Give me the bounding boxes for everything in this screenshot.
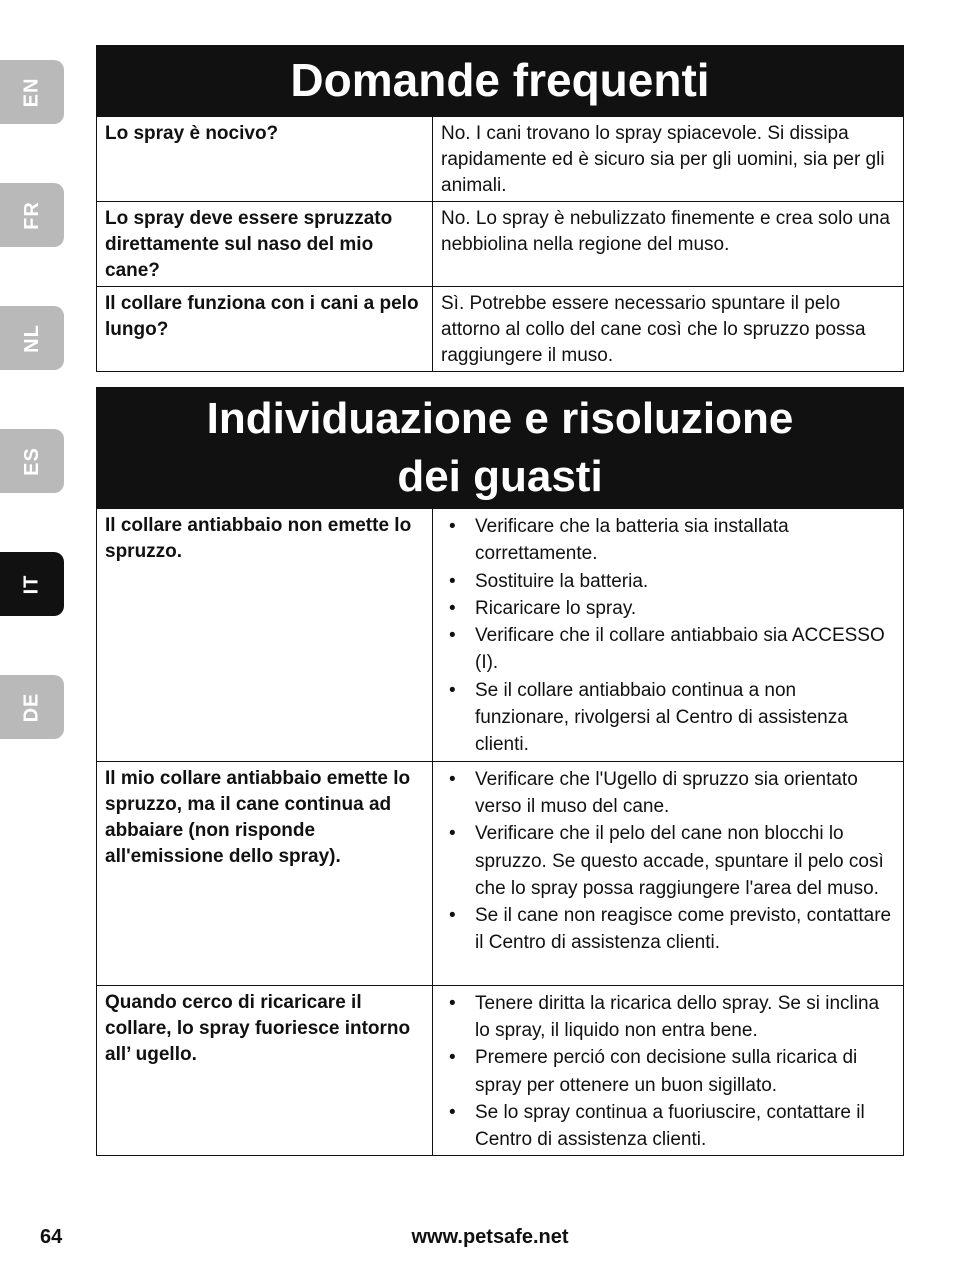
troubleshooting-row [97,761,904,985]
solution-cell [433,761,904,985]
lang-tab-fr[interactable] [0,183,64,247]
solution-item: • Tenere diritta la ricarica dello spray. Se si inclina lo spray, il liquido non entra bene. [475,990,895,1045]
faq-table [96,116,904,372]
solution-list [441,766,895,957]
solution-item: • Se il collare antiabbaio continua a non funzionare, rivolgersi al Centro di assistenza clienti. [475,677,895,759]
solution-item: • Sostituire la batteria. [475,568,895,595]
faq-row [97,202,904,287]
solution-cell [433,509,904,762]
faq-row [97,287,904,372]
faq-question: Il collare funziona con i cani a pelo lungo? [97,287,433,372]
solution-item: • Se il cane non reagisce come previsto, contattare il Centro di assistenza clienti. [475,902,895,957]
troubleshooting-table [96,508,904,1156]
solution-item: • Ricaricare lo spray. [475,595,895,622]
lang-tab-label: ES [20,446,43,476]
solution-item: • Verificare che il collare antiabbaio sia ACCESSO (I). [475,622,895,677]
solution-item: • Verificare che l'Ugello di spruzzo sia orientato verso il muso del cane. [475,766,895,821]
solution-list [441,513,895,759]
page-number: 64 [40,1226,63,1248]
solution-item: • Premere perció con decisione sulla ricarica di spray per ottenere un buon sigillato. [475,1044,895,1099]
faq-answer: No. I cani trovano lo spray spiacevole. Si dissipa rapidamente ed è sicuro sia per gli uomini, sia per gli animali. [433,117,904,202]
solution-item: • Se lo spray continua a fuoriuscire, contattare il Centro di assistenza clienti. [475,1099,895,1154]
faq-answer: Sì. Potrebbe essere necessario spuntare il pelo attorno al collo del cane così che lo spruzzo possa raggiungere il muso. [433,287,904,372]
website-url[interactable]: www.petsafe.net [411,1226,569,1248]
troubleshooting-row [97,985,904,1156]
troubleshooting-row [97,509,904,762]
solution-cell [433,985,904,1156]
lang-tab-label: DE [20,692,43,722]
lang-tab-en[interactable] [0,60,64,124]
faq-question: Lo spray deve essere spruzzato direttamente sul naso del mio cane? [97,202,433,287]
solution-item: • Verificare che il pelo del cane non blocchi lo spruzzo. Se questo accade, spuntare il pelo così che lo spray possa raggiungere l'area del muso. [475,820,895,902]
lang-tab-label: FR [20,200,43,230]
lang-tab-label: EN [20,77,43,107]
faq-row [97,117,904,202]
lang-tab-nl[interactable] [0,306,64,370]
lang-tab-it[interactable] [0,552,64,616]
problem-cell: Il collare antiabbaio non emette lo spruzzo. [97,509,433,762]
problem-cell: Quando cerco di ricaricare il collare, lo spray fuoriesce intorno all’ ugello. [97,985,433,1156]
troubleshooting-title [96,387,904,508]
problem-cell: Il mio collare antiabbaio emette lo spruzzo, ma il cane continua ad abbaiare (non risponde all'emissione dello spray). [97,761,433,985]
lang-tab-de[interactable] [0,675,64,739]
lang-tab-label: IT [20,574,43,594]
solution-list [441,990,895,1154]
faq-title: Domande frequenti [96,45,904,116]
faq-answer: No. Lo spray è nebulizzato finemente e crea solo una nebbiolina nella regione del muso. [433,202,904,287]
lang-tab-label: NL [20,323,43,353]
troubleshooting-title-line1: Individuazione e risoluzione [206,394,794,443]
solution-item: • Verificare che la batteria sia installata correttamente. [475,513,895,568]
troubleshooting-title-line2: dei guasti [397,452,603,501]
faq-question: Lo spray è nocivo? [97,117,433,202]
lang-tab-es[interactable] [0,429,64,493]
